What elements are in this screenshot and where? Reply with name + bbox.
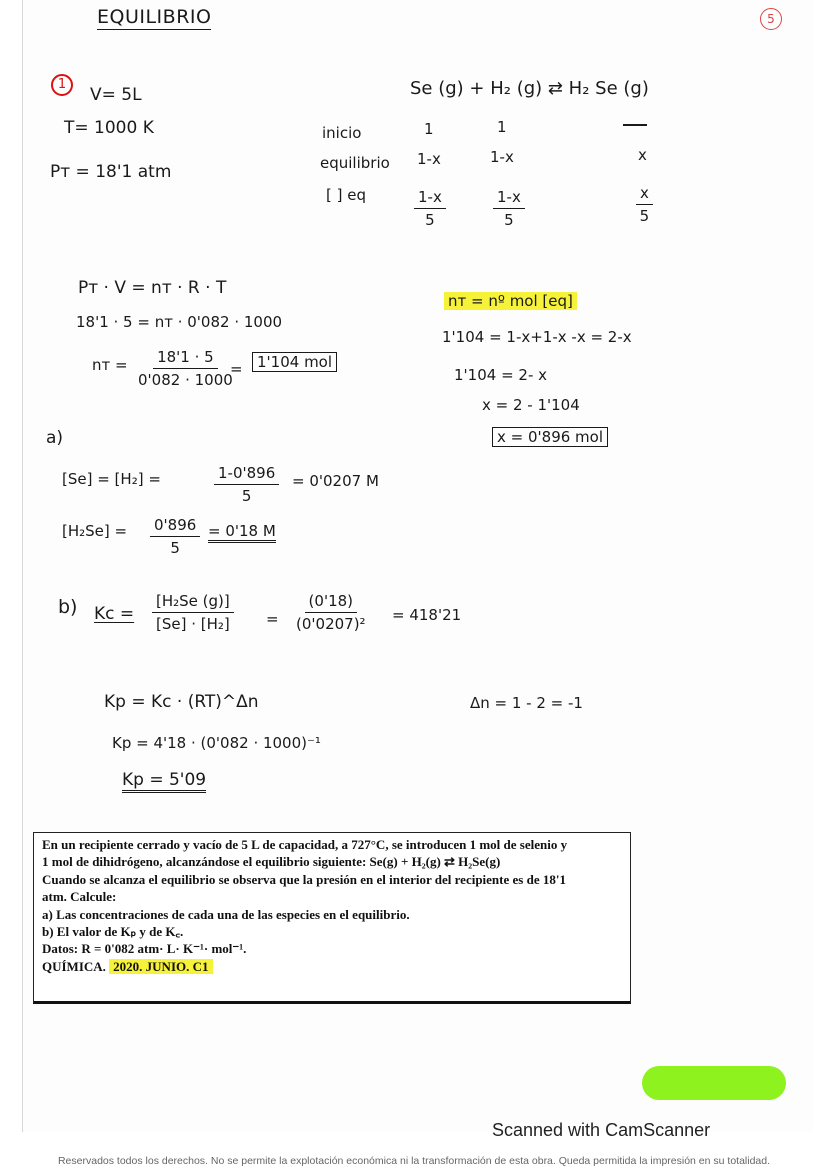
problem-statement-box: [33, 832, 631, 1004]
conc-se-h2-den: 5: [241, 487, 252, 505]
ice-conc-h2-den: 5: [504, 211, 514, 229]
conc-h2se-den: 5: [170, 539, 180, 557]
problem-line: Datos: R = 0'082 atm· L· K⁻¹· mol⁻¹.: [42, 941, 247, 957]
kc-numerator: [H₂Se (g)]: [152, 592, 234, 613]
conc-h2se-result: = 0'18 M: [208, 522, 276, 543]
given-temperature: T= 1000 K: [64, 118, 154, 138]
ice-inicio-h2: 1: [497, 118, 507, 136]
nt-denominator: 0'082 · 1000: [138, 371, 233, 389]
given-volume: V= 5L: [90, 85, 142, 105]
kc-sub-numerator: (0'18): [305, 592, 357, 613]
copyright-footer: Reservados todos los derechos. No se permite la explotación económica ni la transformación de esta obra. Queda permitida la impresión en su totalidad.: [57, 1155, 771, 1167]
ice-conc-se: [414, 188, 446, 229]
conc-h2se-fraction: [150, 516, 200, 557]
problem-source-highlight: 2020. JUNIO. C1: [109, 959, 212, 974]
nt-moles-definition: nᴛ = nº mol [eq]: [444, 292, 577, 310]
x-result: x = 0'896 mol: [492, 427, 608, 447]
nt-numerator: 18'1 · 5: [153, 348, 218, 369]
green-highlight-mark: [642, 1066, 786, 1100]
ice-row-label-equilibrio: equilibrio: [320, 154, 390, 172]
ice-eq-h2se: x: [638, 146, 647, 164]
nt-result: 1'104 mol: [252, 352, 337, 372]
nt-moles-sum: 1'104 = 1-x+1-x -x = 2-x: [442, 328, 632, 346]
conc-h2se-num: 0'896: [150, 516, 200, 537]
problem-line: En un recipiente cerrado y vacío de 5 L de capacidad, a 727°C, se introducen 1 mol de selenio y: [42, 837, 568, 852]
conc-se-h2-result: = 0'0207 M: [292, 472, 379, 490]
problem-line: atm. Calcule:: [42, 889, 117, 905]
ice-eq-h2: 1-x: [490, 148, 514, 166]
kp-formula: Kp = Kc · (RT)^Δn: [104, 692, 259, 712]
conc-se-h2-num: 1-0'896: [214, 464, 279, 485]
kc-sub-denominator: (0'0207)²: [296, 615, 366, 633]
nt-equals: =: [230, 360, 243, 378]
ideal-gas-substitution: 18'1 · 5 = nᴛ · 0'082 · 1000: [76, 313, 283, 331]
problem-source: [42, 958, 622, 975]
problem-line: 1 mol de dihidrógeno, alcanzándose el equilibrio siguiente: Se(g) + H₂(g) ⇄ H₂Se(g): [42, 854, 501, 870]
ice-conc-se-num: 1-x: [414, 188, 446, 209]
ice-inicio-h2se-dash: [623, 124, 647, 126]
ice-conc-se-den: 5: [425, 211, 435, 229]
ice-conc-h2se-den: 5: [639, 207, 650, 225]
page-title: EQUILIBRIO: [97, 6, 212, 28]
nt-moles-simplified: 1'104 = 2- x: [454, 366, 548, 384]
ice-row-label-inicio: inicio: [322, 124, 362, 142]
part-b-label: b): [58, 596, 78, 618]
part-a-label: a): [46, 428, 64, 448]
ice-inicio-se: 1: [424, 120, 434, 138]
page-number-circle: 5: [760, 8, 782, 30]
problem-number-circle: 1: [51, 74, 73, 96]
kc-result: = 418'21: [392, 606, 462, 624]
ice-conc-h2se: [636, 184, 653, 225]
ice-conc-h2: [493, 188, 525, 229]
x-solve: x = 2 - 1'104: [482, 396, 580, 414]
kc-label: Kc =: [94, 604, 135, 624]
given-pressure: Pᴛ = 18'1 atm: [50, 162, 172, 182]
kp-result: Kp = 5'09: [122, 770, 206, 793]
delta-n: Δn = 1 - 2 = -1: [470, 694, 583, 712]
kc-equals: =: [266, 610, 279, 628]
conc-se-h2-fraction: [214, 464, 279, 505]
problem-line: Cuando se alcanza el equilibrio se observa que la presión en el interior del recipiente es de 18'1: [42, 871, 566, 887]
scanner-watermark: Scanned with CamScanner: [492, 1120, 711, 1140]
kc-substitution: [296, 592, 366, 633]
reaction-equation: Se (g) + H₂ (g) ⇄ H₂ Se (g): [410, 78, 649, 99]
problem-source-prefix: QUÍMICA.: [42, 958, 106, 974]
kc-denominator: [Se] · [H₂]: [155, 615, 230, 633]
ice-eq-se: 1-x: [417, 150, 441, 168]
kp-substitution: Kp = 4'18 · (0'082 · 1000)⁻¹: [112, 734, 321, 752]
problem-line: a) Las concentraciones de cada una de las especies en el equilibrio.: [42, 906, 410, 922]
conc-h2se-label: [H₂Se] =: [62, 522, 128, 540]
problem-line: b) El valor de Kₚ y de K꜀.: [42, 924, 184, 940]
ice-row-label-conc: [ ] eq: [326, 186, 366, 204]
nt-label: nᴛ =: [92, 356, 128, 374]
ice-conc-h2se-num: x: [636, 184, 653, 205]
ice-conc-h2-num: 1-x: [493, 188, 525, 209]
nt-fraction: [138, 348, 233, 389]
kc-expression: [152, 592, 234, 633]
conc-se-h2-label: [Se] = [H₂] =: [62, 470, 161, 488]
ideal-gas-law: Pᴛ · V = nᴛ · R · T: [78, 278, 227, 298]
